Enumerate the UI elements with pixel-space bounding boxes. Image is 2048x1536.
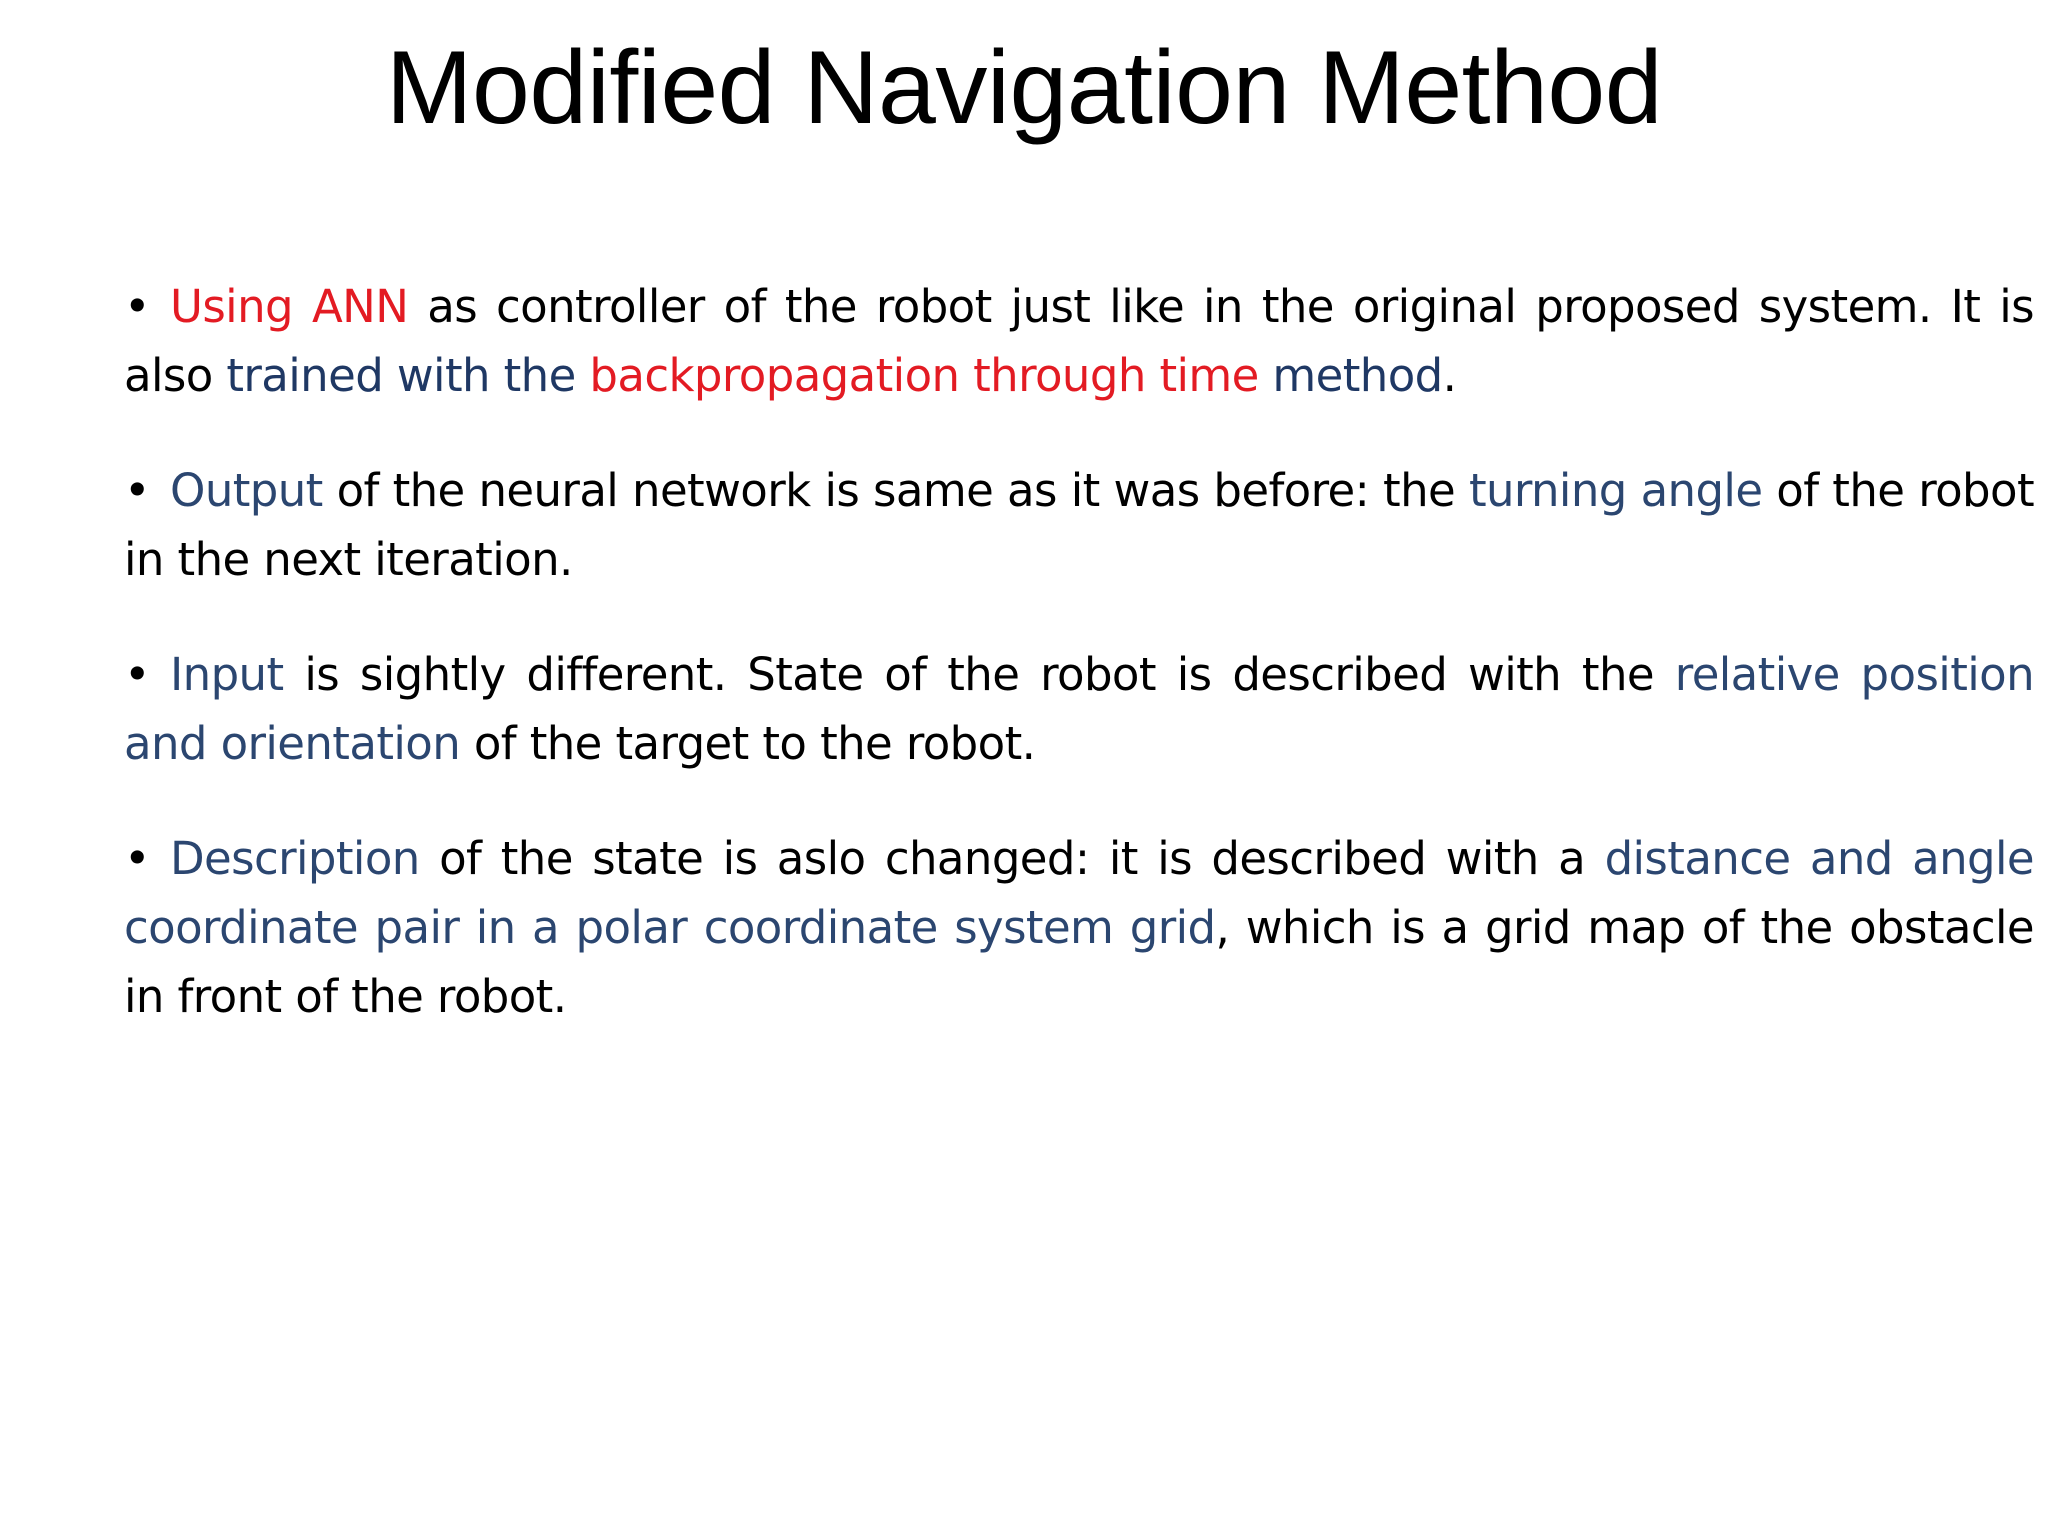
bullet-dot: • xyxy=(124,832,150,885)
slide-title: Modified Navigation Method xyxy=(385,30,1663,146)
text-segment: , which is a grid map of the obstacle in front of the robot. xyxy=(124,901,2034,1023)
bullet-item-output xyxy=(124,456,2034,594)
bullet-item-ann xyxy=(124,272,2034,410)
text-trained-with: trained with the xyxy=(226,349,590,402)
text-output: Output xyxy=(170,464,323,517)
bullet-item-description xyxy=(124,824,2034,1031)
text-relative-position: relative position and orientation xyxy=(124,648,2034,770)
text-description: Description xyxy=(170,832,420,885)
text-segment: of the target to the robot. xyxy=(460,717,1036,770)
text-segment: of the state is aslo changed: it is described with a xyxy=(419,832,1605,885)
text-segment: as controller of the robot just like in the original proposed system. It is also xyxy=(124,280,2035,402)
text-segment: . xyxy=(1442,349,1457,402)
text-segment: of the robot in the next iteration. xyxy=(124,464,2034,586)
text-polar-grid: distance and angle coordinate pair in a polar coordinate system grid xyxy=(124,832,2035,954)
text-using-ann: Using ANN xyxy=(170,280,409,333)
bullet-list xyxy=(124,272,2034,1077)
text-bptt: backpropagation through time xyxy=(589,349,1259,402)
text-segment: is sightly different. State of the robot is described with the xyxy=(283,648,1675,701)
bullet-dot: • xyxy=(124,280,150,333)
text-turning-angle: turning angle xyxy=(1468,464,1763,517)
text-segment: of the neural network is same as it was before: the xyxy=(322,464,1469,517)
text-input: Input xyxy=(170,648,284,701)
bullet-dot: • xyxy=(124,648,150,701)
bullet-dot: • xyxy=(124,464,150,517)
text-method: method xyxy=(1258,349,1443,402)
bullet-item-input xyxy=(124,640,2034,778)
